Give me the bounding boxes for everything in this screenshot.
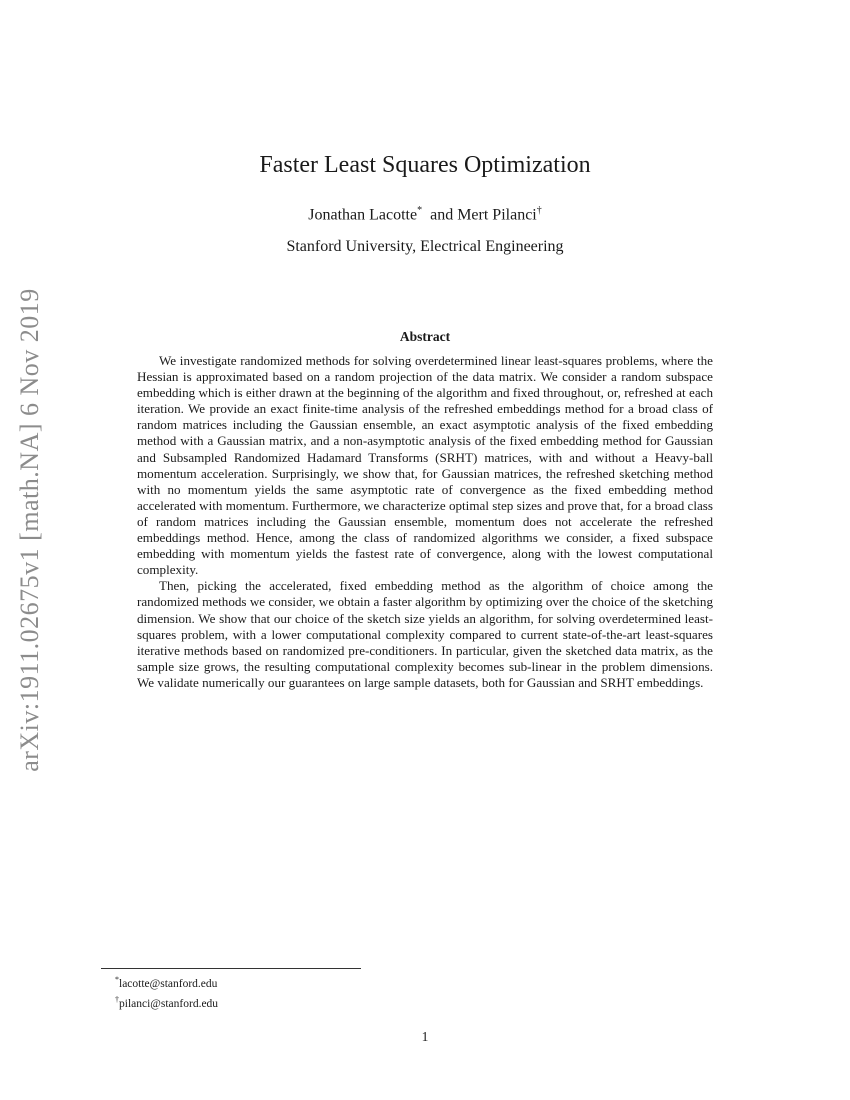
footnotes [115, 972, 218, 1012]
author-line: Jonathan Lacotte* and Mert Pilanci† [308, 205, 542, 224]
author-footnote-mark: † [536, 205, 542, 216]
abstract-heading: Abstract [399, 329, 451, 344]
footnote-item [115, 972, 218, 992]
abstract-paragraph: We investigate randomized methods for solving overdetermined linear least-squares problems, where the Hessian is approximated based on a random projection of the data matrix. We consider a random subspace embedding which is either drawn at the beginning of the algorithm and fixed throughout, or, refreshed at each iteration. We provide an exact finite-time analysis of the refreshed embeddings method for a broad class of random matrices including the Gaussian ensemble, an exact asymptotic analysis of the fixed embedding method with a Gaussian matrix, and a non-asymptotic analysis of the fixed embedding method for Gaussian and Subsampled Randomized Hadamard Transforms (SRHT) matrices, with and without a Heavy-ball momentum acceleration. Surprisingly, we show that, for Gaussian matrices, the refreshed sketching method with no momentum yields the same asymptotic rate of convergence as the fixed embedding method accelerated with momentum. Furthermore, we characterize optimal step sizes and prove that, for a broad class of random matrices including the Gaussian ensemble, momentum does not accelerate the refreshed embeddings method. Hence, among the class of randomized algorithms we consider, a fixed subspace embedding with momentum yields the fastest rate of convergence, along with the lowest computational complexity. [137, 353, 713, 578]
author-name: Mert Pilanci [457, 206, 537, 224]
footnote-email: lacotte@stanford.edu [119, 977, 218, 990]
affiliation: Stanford University, Electrical Engineering [286, 238, 564, 255]
paper-title: Faster Least Squares Optimization [259, 152, 591, 178]
author-footnote-mark: * [417, 205, 423, 216]
abstract-paragraph: Then, picking the accelerated, fixed embedding method as the algorithm of choice among the randomized methods we consider, we obtain a faster algorithm by optimizing over the choice of the sketching dimension. We show that our choice of the sketch size yields an algorithm, for solving overdetermined least-squares problem, with a lower computational complexity compared to current state-of-the-art least-squares iterative methods based on randomized pre-conditioners. In particular, given the sketched data matrix, as the sample size grows, the resulting computational complexity becomes sub-linear in the problem dimensions. We validate numerically our guarantees on large sample datasets, both for Gaussian and SRHT embeddings. [137, 578, 713, 690]
page-number: 1 [421, 1029, 429, 1044]
author-name: Jonathan Lacotte [308, 206, 418, 224]
footnote-item [115, 992, 218, 1012]
footnote-divider [101, 968, 361, 969]
abstract-body [137, 353, 713, 691]
arxiv-identifier-stamp [10, 270, 50, 790]
footnote-mark: * [115, 975, 119, 984]
arxiv-identifier-text: arXiv:1911.02675v1 [math.NA] 6 Nov 2019 [15, 288, 44, 772]
footnote-email: pilanci@stanford.edu [119, 997, 219, 1010]
footnote-mark: † [115, 994, 119, 1004]
